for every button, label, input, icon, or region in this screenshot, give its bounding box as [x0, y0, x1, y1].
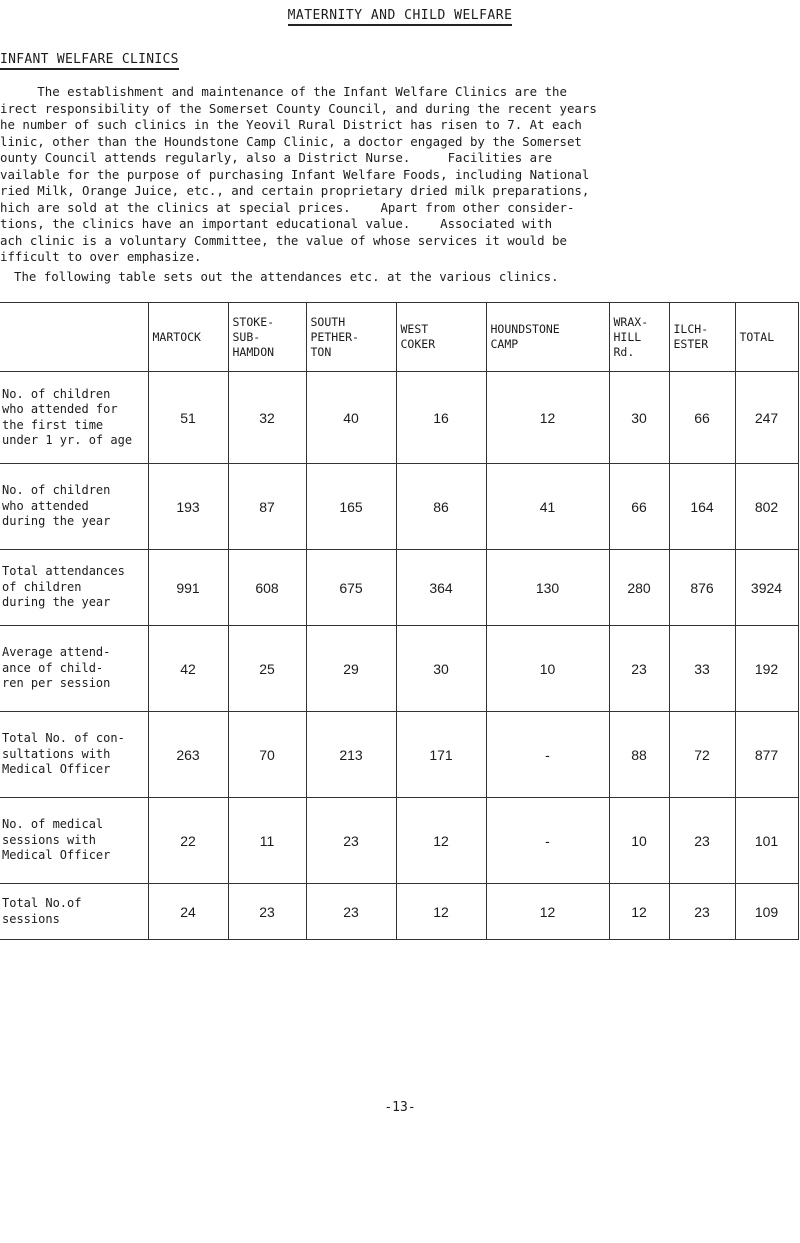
table-cell: 608: [228, 550, 306, 626]
table-cell: 12: [486, 884, 609, 940]
paragraph-line: ach clinic is a voluntary Committee, the value of whose services it would be: [0, 232, 567, 248]
page-header-title: MATERNITY AND CHILD WELFARE: [288, 8, 513, 26]
row-label: No. of children who attended for the first time under 1 yr. of age: [0, 372, 148, 464]
table-cell: 51: [148, 372, 228, 464]
table-cell: 12: [396, 884, 486, 940]
table-cell: 40: [306, 372, 396, 464]
paragraph-line: tions, the clinics have an important educational value. Associated with: [0, 216, 553, 231]
table-cell: 165: [306, 464, 396, 550]
column-header: STOKE- SUB- HAMDON: [228, 303, 306, 372]
table-cell: 10: [609, 798, 669, 884]
table-cell: 23: [306, 884, 396, 940]
table-cell: -: [486, 798, 609, 884]
table-cell: 802: [735, 464, 798, 550]
table-cell: -: [486, 712, 609, 798]
table-cell: 23: [669, 884, 735, 940]
table-cell: 41: [486, 464, 609, 550]
table-cell: 70: [228, 712, 306, 798]
table-cell: 213: [306, 712, 396, 798]
table-cell: 877: [735, 712, 798, 798]
paragraph-line: vailable for the purpose of purchasing Infant Welfare Foods, including National: [0, 166, 590, 182]
table-intro: The following table sets out the attendances etc. at the various clinics.: [14, 269, 559, 284]
row-label: No. of children who attended during the year: [0, 464, 148, 550]
section-heading: [0, 52, 179, 67]
table-cell: 991: [148, 550, 228, 626]
column-header: WEST COKER: [396, 303, 486, 372]
table-cell: 25: [228, 626, 306, 712]
page-header: [0, 8, 800, 26]
column-header: WRAX- HILL Rd.: [609, 303, 669, 372]
paragraph-line: he number of such clinics in the Yeovil Rural District has risen to 7. At each: [0, 117, 582, 132]
table-cell: 364: [396, 550, 486, 626]
table-cell: 247: [735, 372, 798, 464]
attendance-table: [0, 302, 799, 940]
table-cell: 101: [735, 798, 798, 884]
table-cell: 22: [148, 798, 228, 884]
table-row: [0, 884, 798, 940]
table-cell: 66: [609, 464, 669, 550]
table-row: [0, 626, 798, 712]
table-cell: 11: [228, 798, 306, 884]
table-cell: 24: [148, 884, 228, 940]
table-cell: 23: [669, 798, 735, 884]
column-header: TOTAL: [735, 303, 798, 372]
table-row: [0, 464, 798, 550]
table-cell: 109: [735, 884, 798, 940]
section-heading-text: INFANT WELFARE CLINICS: [0, 52, 179, 70]
body-paragraph: [0, 84, 800, 266]
paragraph-line: The establishment and maintenance of the Infant Welfare Clinics are the: [0, 84, 567, 99]
table-cell: 86: [396, 464, 486, 550]
paragraph-line: hich are sold at the clinics at special prices. Apart from other consider-: [0, 199, 575, 215]
column-header: HOUNDSTONE CAMP: [486, 303, 609, 372]
table-cell: 66: [669, 372, 735, 464]
row-label: Average attend- ance of child- ren per session: [0, 626, 148, 712]
table-cell: 87: [228, 464, 306, 550]
table-cell: 88: [609, 712, 669, 798]
row-label: Total attendances of children during the year: [0, 550, 148, 626]
table-row: [0, 712, 798, 798]
table-cell: 16: [396, 372, 486, 464]
paragraph-line: ried Milk, Orange Juice, etc., and certain proprietary dried milk preparations,: [0, 183, 590, 198]
column-header: SOUTH PETHER- TON: [306, 303, 396, 372]
table-cell: 263: [148, 712, 228, 798]
column-header: ILCH- ESTER: [669, 303, 735, 372]
table-cell: 29: [306, 626, 396, 712]
table-cell: 3924: [735, 550, 798, 626]
table-cell: 23: [306, 798, 396, 884]
table-cell: 12: [486, 372, 609, 464]
table-cell: 33: [669, 626, 735, 712]
paragraph-line: linic, other than the Houndstone Camp Clinic, a doctor engaged by the Somerset: [0, 133, 582, 149]
table-cell: 130: [486, 550, 609, 626]
page-number: -13-: [384, 1100, 416, 1115]
table-cell: 72: [669, 712, 735, 798]
table-cell: 876: [669, 550, 735, 626]
table-cell: 23: [609, 626, 669, 712]
row-label: Total No. of con- sultations with Medical Officer: [0, 712, 148, 798]
table-cell: 164: [669, 464, 735, 550]
table-header-row: [0, 303, 798, 372]
table-cell: 12: [609, 884, 669, 940]
table-cell: 30: [609, 372, 669, 464]
table-cell: 23: [228, 884, 306, 940]
table-cell: 42: [148, 626, 228, 712]
paragraph-line: ifficult to over emphasize.: [0, 249, 202, 264]
table-cell: 10: [486, 626, 609, 712]
row-label: Total No.of sessions: [0, 884, 148, 940]
table-row: [0, 798, 798, 884]
table-row: [0, 550, 798, 626]
table-cell: 171: [396, 712, 486, 798]
column-header: MARTOCK: [148, 303, 228, 372]
paragraph-line: ounty Council attends regularly, also a District Nurse. Facilities are: [0, 150, 553, 165]
table-cell: 193: [148, 464, 228, 550]
table-row: [0, 372, 798, 464]
table-cell: 30: [396, 626, 486, 712]
table-cell: 192: [735, 626, 798, 712]
table-cell: 12: [396, 798, 486, 884]
table-cell: 675: [306, 550, 396, 626]
row-label: No. of medical sessions with Medical Officer: [0, 798, 148, 884]
header-blank-cell: [0, 303, 148, 372]
table-cell: 280: [609, 550, 669, 626]
table-cell: 32: [228, 372, 306, 464]
paragraph-line: irect responsibility of the Somerset County Council, and during the recent years: [0, 100, 597, 116]
